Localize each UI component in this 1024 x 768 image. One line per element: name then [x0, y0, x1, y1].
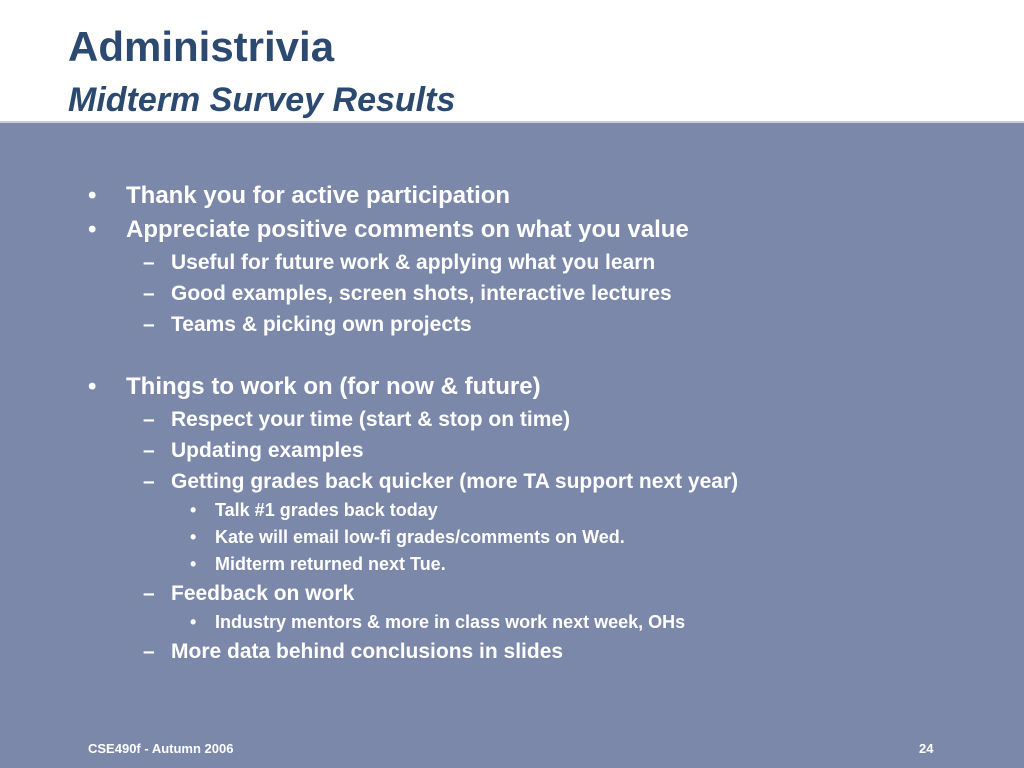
sub-bullet-marker: •	[190, 500, 197, 520]
sub-bullet-marker: •	[190, 612, 197, 632]
sub-sub-item-text: Talk #1 grades back today	[215, 500, 438, 520]
sub-item-text: Teams & picking own projects	[171, 313, 472, 336]
bullet-marker: •	[88, 182, 97, 209]
sub-item-text: Updating examples	[171, 439, 364, 462]
sub-item-text: Useful for future work & applying what you learn	[171, 251, 656, 274]
dash-marker: –	[143, 582, 155, 605]
dash-marker: –	[143, 640, 155, 663]
sub-item-text: More data behind conclusions in slides	[171, 640, 564, 663]
sub-bullet-marker: •	[190, 554, 197, 574]
bullet-text: Appreciate positive comments on what you value	[126, 216, 689, 243]
sub-item-text: Getting grades back quicker (more TA support next year)	[171, 470, 739, 493]
slide-title: Administrivia	[68, 23, 335, 70]
bullet-text: Thank you for active participation	[126, 182, 511, 209]
dash-marker: –	[143, 408, 155, 431]
sub-sub-item-text: Industry mentors & more in class work next week, OHs	[215, 612, 686, 632]
dash-marker: –	[143, 470, 155, 493]
footer-course: CSE490f - Autumn 2006	[88, 741, 234, 756]
sub-sub-item-text: Kate will email low-fi grades/comments on Wed.	[215, 527, 625, 547]
bullet-marker: •	[88, 216, 97, 243]
bullet-text: Things to work on (for now & future)	[126, 373, 541, 400]
slide-header	[0, 0, 1024, 123]
dash-marker: –	[143, 282, 155, 305]
slide-subtitle: Midterm Survey Results	[68, 81, 456, 119]
dash-marker: –	[143, 313, 155, 336]
slide-body	[0, 123, 1024, 768]
dash-marker: –	[143, 439, 155, 462]
sub-item-text: Feedback on work	[171, 582, 355, 605]
footer-page-number: 24	[919, 741, 934, 756]
sub-sub-item-text: Midterm returned next Tue.	[215, 554, 446, 574]
bullet-marker: •	[88, 373, 97, 400]
sub-bullet-marker: •	[190, 527, 197, 547]
sub-item-text: Respect your time (start & stop on time)	[171, 408, 571, 431]
sub-item-text: Good examples, screen shots, interactive lectures	[171, 282, 672, 305]
dash-marker: –	[143, 251, 155, 274]
